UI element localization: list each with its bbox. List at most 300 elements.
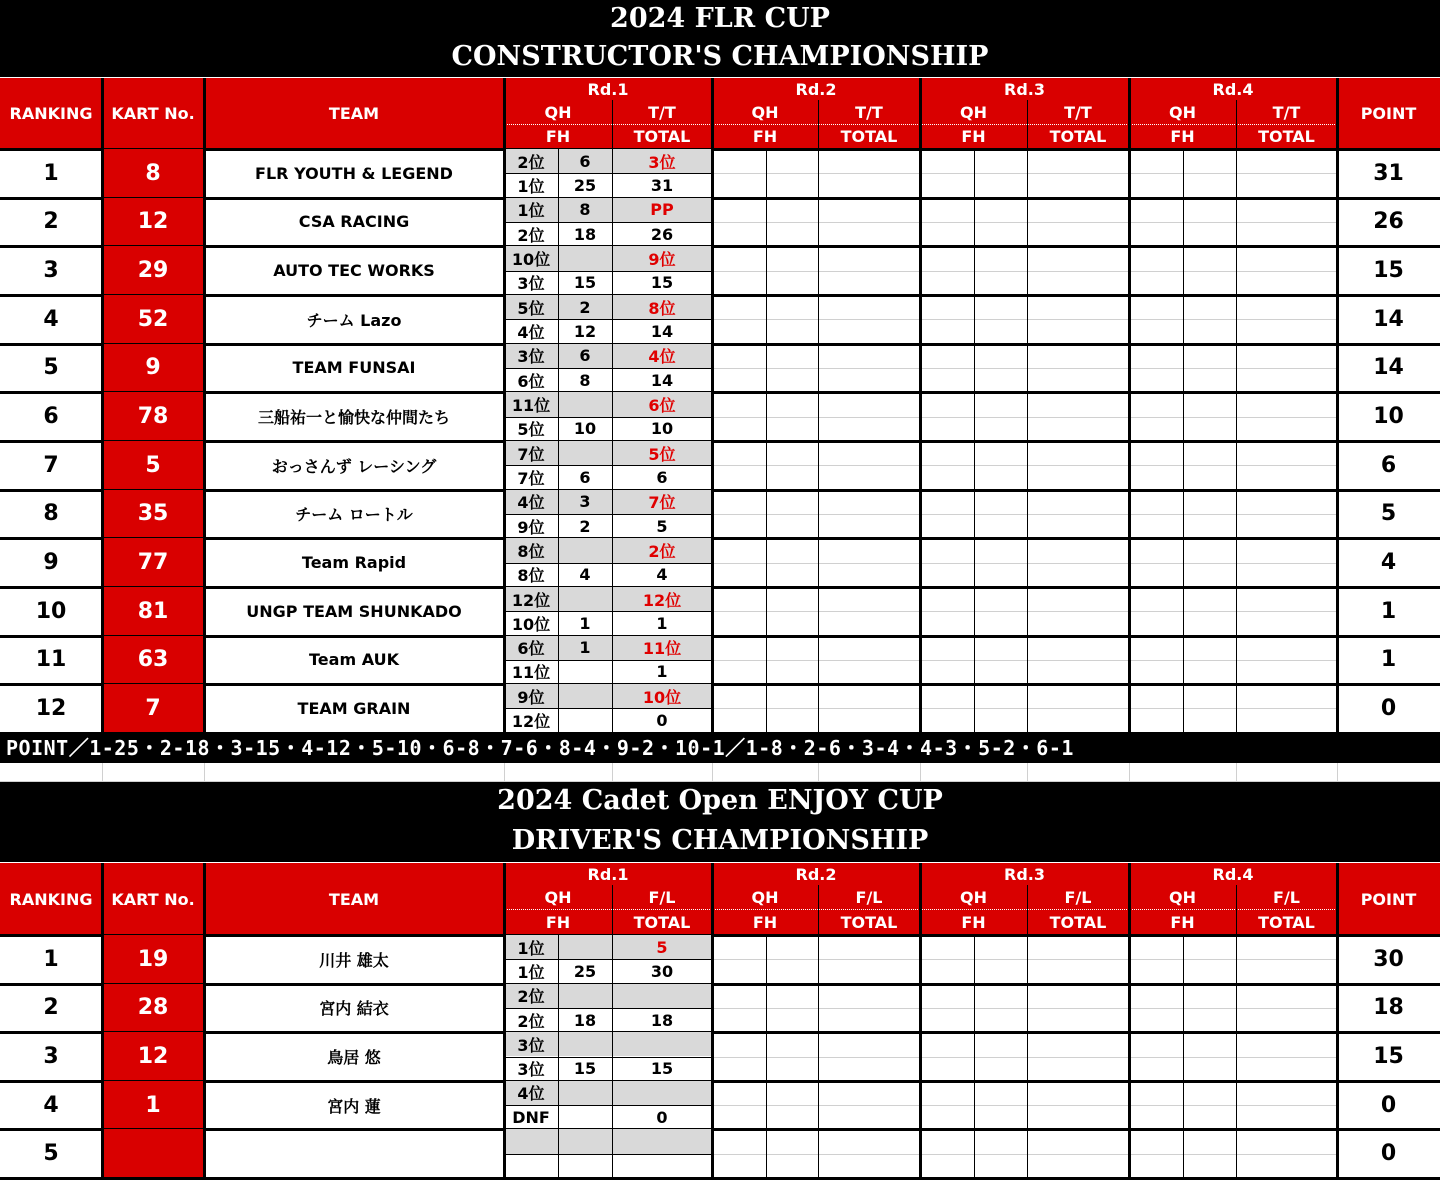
- spacer-grid-line: [920, 763, 921, 782]
- rd1-fh-position: 1位: [517, 962, 545, 982]
- rd1-fh-points: 15: [573, 273, 597, 293]
- spacer-grid-line: [504, 763, 505, 782]
- column-divider: [1128, 935, 1131, 1178]
- title-constructor-line1: 2024 FLR CUP: [0, 0, 1440, 38]
- spacer-grid-line: [1129, 763, 1130, 782]
- half-row-line: [504, 1154, 712, 1155]
- kart-number-cell: 9: [102, 344, 204, 393]
- header-point: POINT: [1337, 863, 1440, 935]
- half-row-line: [504, 563, 712, 564]
- rd1-fh-points: 2: [579, 516, 591, 536]
- column-divider: [101, 935, 104, 1178]
- half-row-line: [504, 959, 712, 960]
- rd1-fh-points: 8: [579, 370, 591, 390]
- header-tt: T/T: [1236, 100, 1337, 124]
- rd1-fh-points: [558, 708, 612, 732]
- column-divider: [974, 935, 975, 1178]
- header-round-3: Rd.3: [920, 78, 1129, 100]
- rd1-fh-points: [558, 1154, 612, 1178]
- header-team: TEAM: [204, 78, 504, 149]
- column-divider: [711, 149, 714, 733]
- header-divider: [919, 863, 922, 935]
- rd1-tt-value: [612, 1032, 712, 1056]
- rd1-tt-value: 10位: [612, 684, 712, 708]
- rd1-qh-position: 2位: [504, 984, 558, 1008]
- kart-number-cell: 77: [102, 538, 204, 587]
- header-qh: QH: [1129, 100, 1236, 124]
- header-fh: FH: [920, 909, 1027, 935]
- team-name-cell: 鳥居 悠: [327, 1047, 381, 1067]
- point-cell: 18: [1373, 995, 1404, 1021]
- header-dotted-divider: [712, 124, 920, 125]
- point-cell: 15: [1373, 258, 1404, 284]
- column-divider: [1336, 935, 1339, 1178]
- rd1-fh-points: 12: [573, 321, 597, 341]
- header-fl: F/L: [1027, 885, 1129, 909]
- rd1-total: 14: [650, 370, 674, 390]
- point-cell: 0: [1380, 695, 1397, 721]
- header-total: TOTAL: [612, 909, 712, 935]
- kart-number-cell: 28: [102, 984, 204, 1033]
- header-divider: [203, 863, 206, 935]
- header-fh: FH: [504, 909, 612, 935]
- rd1-qh-points: 2: [558, 295, 612, 319]
- rd1-fh-position: [504, 1154, 558, 1178]
- column-divider: [1027, 149, 1028, 733]
- rd1-fh-points: [558, 1105, 612, 1129]
- rd1-tt-value: 11位: [612, 636, 712, 660]
- column-divider: [203, 935, 206, 1178]
- half-row-line: [504, 368, 712, 369]
- column-divider: [1027, 935, 1028, 1178]
- rd1-qh-points: [558, 587, 612, 611]
- rd1-qh-position: 3位: [504, 344, 558, 368]
- kart-number-cell: 35: [102, 490, 204, 539]
- kart-number-cell: 12: [102, 198, 204, 247]
- rd1-fh-position: 8位: [517, 566, 545, 586]
- rd1-fh-points: 1: [579, 613, 591, 633]
- rd1-tt-value: 6位: [612, 392, 712, 416]
- header-tt: T/T: [1027, 100, 1129, 124]
- half-row-line: [504, 1105, 712, 1106]
- team-name-cell: TEAM FUNSAI: [292, 358, 416, 378]
- spacer-grid-line: [204, 763, 205, 782]
- rd1-fh-position: 3位: [517, 274, 545, 294]
- half-row-line: [504, 708, 712, 709]
- column-divider: [503, 935, 506, 1178]
- column-divider: [558, 149, 559, 733]
- rd1-fh-points: [558, 660, 612, 684]
- rd1-fh-position: 2位: [517, 1011, 545, 1031]
- spacer-grid-line: [1027, 763, 1028, 782]
- header-qh: QH: [712, 100, 818, 124]
- ranking-cell: 6: [43, 404, 59, 430]
- spacer-grid-line: [1236, 763, 1237, 782]
- title-driver-line1: 2024 Cadet Open ENJOY CUP: [0, 782, 1440, 822]
- rd1-total: 26: [650, 224, 674, 244]
- header-fl: F/L: [612, 885, 712, 909]
- kart-number-cell: 5: [102, 441, 204, 490]
- header-dotted-divider: [504, 124, 712, 125]
- header-total: TOTAL: [1236, 909, 1337, 935]
- point-cell: 0: [1380, 1092, 1397, 1118]
- column-divider: [503, 149, 506, 733]
- header-tt: T/T: [612, 100, 712, 124]
- header-round-2: Rd.2: [712, 863, 920, 885]
- rd1-tt-value: [612, 1129, 712, 1153]
- team-name-cell: Team AUK: [309, 650, 399, 670]
- rd1-total: 15: [650, 1059, 674, 1079]
- rd1-qh-points: [558, 1081, 612, 1105]
- kart-number-cell: 7: [102, 684, 204, 733]
- rd1-total: 15: [650, 273, 674, 293]
- half-row-line: [504, 1057, 712, 1058]
- rd1-qh-position: 1位: [504, 935, 558, 959]
- point-cell: 1: [1380, 598, 1397, 624]
- team-name-cell: 宮内 結衣: [319, 999, 389, 1019]
- header-dotted-divider: [1129, 909, 1337, 910]
- header-fl: F/L: [818, 885, 920, 909]
- rd1-qh-points: [558, 538, 612, 562]
- header-dotted-divider: [920, 124, 1129, 125]
- title-driver-line2: DRIVER'S CHAMPIONSHIP: [0, 822, 1440, 862]
- header-kart-no: KART No.: [102, 78, 204, 149]
- header-divider: [1027, 100, 1028, 149]
- header-fh: FH: [712, 909, 818, 935]
- header-qh: QH: [712, 885, 818, 909]
- header-dotted-divider: [504, 909, 712, 910]
- header-total: TOTAL: [818, 124, 920, 149]
- rd1-qh-points: 3: [558, 490, 612, 514]
- header-point: POINT: [1337, 78, 1440, 149]
- column-divider: [1336, 149, 1339, 733]
- point-cell: 1: [1380, 647, 1397, 673]
- header-round-3: Rd.3: [920, 863, 1129, 885]
- spacer-grid-line: [1337, 763, 1338, 782]
- header-round-4: Rd.4: [1129, 78, 1337, 100]
- point-cell: 14: [1373, 355, 1404, 381]
- rd1-total: 0: [656, 1107, 668, 1127]
- team-name-cell: 宮内 蓮: [327, 1096, 381, 1116]
- ranking-cell: 2: [43, 209, 59, 235]
- header-divider: [818, 100, 819, 149]
- header-tt: T/T: [818, 100, 920, 124]
- kart-number-cell: 78: [102, 392, 204, 441]
- point-cell: 4: [1380, 550, 1397, 575]
- kart-number-cell: 12: [102, 1032, 204, 1081]
- rd1-qh-points: 6: [558, 149, 612, 173]
- team-name-cell: TEAM GRAIN: [297, 698, 411, 718]
- header-total: TOTAL: [1027, 124, 1129, 149]
- rd1-qh-position: 3位: [504, 1032, 558, 1056]
- column-divider: [1236, 149, 1237, 733]
- kart-number-cell: 19: [102, 935, 204, 984]
- rd1-tt-value: 2位: [612, 538, 712, 562]
- header-total: TOTAL: [1027, 909, 1129, 935]
- rd1-total: 4: [656, 565, 668, 585]
- kart-number-cell: 52: [102, 295, 204, 344]
- header-divider: [1128, 78, 1131, 149]
- rd1-tt-value: 5: [612, 935, 712, 959]
- rd1-fh-position: 5位: [517, 420, 545, 440]
- rd1-total: 18: [650, 1010, 674, 1030]
- point-cell: 0: [1380, 1141, 1397, 1167]
- rd1-fh-points: 15: [573, 1059, 597, 1079]
- ranking-cell: 2: [43, 995, 59, 1021]
- header-divider: [612, 100, 613, 149]
- ranking-cell: 5: [43, 355, 59, 381]
- rd1-fh-position: 12位: [511, 712, 551, 732]
- rd1-total: 31: [650, 175, 674, 195]
- kart-number-cell: 8: [102, 149, 204, 198]
- header-divider: [101, 863, 104, 935]
- rd1-tt-value: [612, 1081, 712, 1105]
- point-cell: 26: [1373, 209, 1404, 235]
- rd1-qh-position: [504, 1129, 558, 1153]
- ranking-cell: 4: [43, 306, 59, 332]
- header-divider: [711, 78, 714, 149]
- rd1-fh-position: 9位: [517, 517, 545, 537]
- column-divider: [558, 935, 559, 1178]
- column-divider: [766, 149, 767, 733]
- header-total: TOTAL: [1236, 124, 1337, 149]
- rd1-qh-position: 11位: [504, 392, 558, 416]
- rd1-total: 5: [656, 516, 668, 536]
- team-name-cell: AUTO TEC WORKS: [273, 261, 435, 281]
- rd1-tt-value: 4位: [612, 344, 712, 368]
- point-cell: 31: [1373, 160, 1404, 186]
- ranking-cell: 3: [43, 258, 59, 284]
- ranking-cell: 1: [43, 160, 59, 186]
- header-kart-no: KART No.: [102, 863, 204, 935]
- header-dotted-divider: [712, 909, 920, 910]
- header-divider: [818, 885, 819, 935]
- rd1-fh-points: 6: [579, 467, 591, 487]
- rd1-tt-value: [612, 984, 712, 1008]
- column-divider: [612, 149, 613, 733]
- header-divider: [203, 78, 206, 149]
- team-name-cell: おっさんず レーシング: [271, 456, 437, 476]
- half-row-line: [504, 465, 712, 466]
- team-name-cell: Team Rapid: [301, 553, 407, 572]
- column-divider: [1183, 935, 1184, 1178]
- ranking-cell: 7: [43, 452, 59, 478]
- header-round-2: Rd.2: [712, 78, 920, 100]
- team-name-cell: チーム ロートル: [295, 505, 413, 525]
- rd1-qh-position: 2位: [504, 149, 558, 173]
- column-divider: [919, 149, 922, 733]
- rd1-tt-value: 9位: [612, 246, 712, 270]
- rd1-fh-position: DNF: [512, 1107, 550, 1127]
- rd1-qh-position: 12位: [504, 587, 558, 611]
- ranking-cell: 11: [35, 647, 67, 673]
- header-qh: QH: [1129, 885, 1236, 909]
- half-row-line: [504, 319, 712, 320]
- title-constructor-line2: CONSTRUCTOR'S CHAMPIONSHIP: [0, 38, 1440, 77]
- rd1-qh-position: 6位: [504, 636, 558, 660]
- header-divider: [1027, 885, 1028, 935]
- header-divider: [101, 78, 104, 149]
- point-cell: 15: [1373, 1043, 1404, 1069]
- rd1-qh-position: 4位: [504, 490, 558, 514]
- half-row-line: [504, 173, 712, 174]
- half-row-line: [504, 417, 712, 418]
- rd1-qh-position: 4位: [504, 1081, 558, 1105]
- kart-number-cell: 29: [102, 246, 204, 295]
- half-row-line: [504, 271, 712, 272]
- header-fh: FH: [920, 124, 1027, 149]
- column-divider: [1236, 935, 1237, 1178]
- spacer-grid-line: [818, 763, 819, 782]
- rd1-qh-position: 5位: [504, 295, 558, 319]
- rd1-total: 10: [650, 419, 674, 439]
- rd1-tt-value: 5位: [612, 441, 712, 465]
- ranking-cell: 3: [43, 1043, 59, 1069]
- header-divider: [612, 885, 613, 935]
- header-divider: [503, 863, 506, 935]
- rd1-fh-points: 25: [573, 175, 597, 195]
- header-total: TOTAL: [818, 909, 920, 935]
- rd1-total: [612, 1154, 712, 1178]
- rd1-tt-value: 3位: [612, 149, 712, 173]
- ranking-cell: 12: [35, 695, 67, 721]
- rd1-fh-position: 1位: [517, 176, 545, 196]
- rd1-fh-position: 3位: [517, 1060, 545, 1080]
- column-divider: [1128, 149, 1131, 733]
- rd1-fh-position: 11位: [511, 663, 551, 683]
- header-round-1: Rd.1: [504, 863, 712, 885]
- rd1-qh-position: 7位: [504, 441, 558, 465]
- rd1-tt-value: 7位: [612, 490, 712, 514]
- ranking-cell: 9: [43, 550, 59, 575]
- rd1-fh-position: 2位: [517, 225, 545, 245]
- rd1-fh-points: 10: [573, 419, 597, 439]
- rd1-total: 30: [650, 961, 674, 981]
- ranking-cell: 10: [35, 598, 67, 624]
- column-divider: [101, 149, 104, 733]
- header-total: TOTAL: [612, 124, 712, 149]
- point-cell: 6: [1380, 452, 1397, 478]
- header-qh: QH: [920, 885, 1027, 909]
- header-divider: [1128, 863, 1131, 935]
- rd1-fh-points: 18: [573, 224, 597, 244]
- half-row-line: [504, 1008, 712, 1009]
- header-divider: [1236, 100, 1237, 149]
- rd1-tt-value: 12位: [612, 587, 712, 611]
- half-row-line: [504, 611, 712, 612]
- rd1-fh-position: 7位: [517, 468, 545, 488]
- team-name-cell: FLR YOUTH & LEGEND: [255, 163, 453, 183]
- rd1-fh-position: 4位: [517, 322, 545, 342]
- header-ranking: RANKING: [0, 78, 102, 149]
- half-row-line: [504, 514, 712, 515]
- header-qh: QH: [920, 100, 1027, 124]
- rd1-qh-points: [558, 1032, 612, 1056]
- ranking-cell: 4: [43, 1092, 59, 1118]
- ranking-cell: 1: [43, 946, 59, 972]
- rd1-qh-points: [558, 935, 612, 959]
- kart-number-cell: [102, 1129, 204, 1178]
- column-divider: [818, 149, 819, 733]
- header-fh: FH: [1129, 909, 1236, 935]
- header-fh: FH: [712, 124, 818, 149]
- header-fh: FH: [1129, 124, 1236, 149]
- rd1-total: 14: [650, 321, 674, 341]
- spacer-grid-line: [612, 763, 613, 782]
- header-fl: F/L: [1236, 885, 1337, 909]
- header-dotted-divider: [1129, 124, 1337, 125]
- rd1-qh-points: 1: [558, 636, 612, 660]
- rd1-qh-points: 6: [558, 344, 612, 368]
- kart-number-cell: 81: [102, 587, 204, 636]
- point-cell: 14: [1373, 306, 1404, 332]
- column-divider: [974, 149, 975, 733]
- team-name-cell: 三船祐一と愉快な仲間たち: [257, 408, 450, 428]
- ranking-cell: 8: [43, 501, 59, 527]
- column-divider: [919, 935, 922, 1178]
- rd1-total: 1: [656, 662, 668, 682]
- header-fh: FH: [504, 124, 612, 149]
- column-divider: [203, 149, 206, 733]
- header-team: TEAM: [204, 863, 504, 935]
- rd1-total: 1: [656, 613, 668, 633]
- half-row-line: [504, 222, 712, 223]
- spacer-grid-line: [712, 763, 713, 782]
- header-qh: QH: [504, 885, 612, 909]
- spacer-grid-line: [102, 763, 103, 782]
- half-row-line: [504, 660, 712, 661]
- rd1-qh-points: [558, 441, 612, 465]
- header-qh: QH: [504, 100, 612, 124]
- rd1-qh-position: 8位: [504, 538, 558, 562]
- column-divider: [766, 935, 767, 1178]
- rd1-tt-value: 8位: [612, 295, 712, 319]
- header-divider: [1336, 78, 1339, 149]
- rd1-fh-points: 4: [579, 565, 591, 585]
- rd1-qh-points: [558, 246, 612, 270]
- header-divider: [919, 78, 922, 149]
- point-rule-bar: POINT／1-25・2-18・3-15・4-12・5-10・6-8・7-6・8-4・9-2・10-1／1-8・2-6・3-4・4-3・5-2・6-1: [0, 733, 1440, 763]
- kart-number-cell: 63: [102, 636, 204, 685]
- rd1-qh-position: 1位: [504, 198, 558, 222]
- point-cell: 5: [1380, 501, 1397, 527]
- header-ranking: RANKING: [0, 863, 102, 935]
- rd1-fh-position: 10位: [511, 614, 551, 634]
- kart-number-cell: 1: [102, 1081, 204, 1130]
- header-divider: [1236, 885, 1237, 935]
- header-dotted-divider: [920, 909, 1129, 910]
- point-cell: 30: [1373, 946, 1404, 972]
- rd1-fh-position: 6位: [517, 371, 545, 391]
- rd1-fh-points: 25: [573, 961, 597, 981]
- header-divider: [711, 863, 714, 935]
- rd1-fh-points: 18: [573, 1010, 597, 1030]
- header-round-4: Rd.4: [1129, 863, 1337, 885]
- column-divider: [612, 935, 613, 1178]
- header-divider: [503, 78, 506, 149]
- rd1-total: 0: [656, 711, 668, 731]
- team-name-cell: [204, 1129, 504, 1178]
- point-cell: 10: [1373, 404, 1404, 430]
- rd1-qh-position: 10位: [504, 246, 558, 270]
- rd1-qh-points: 8: [558, 198, 612, 222]
- rd1-qh-position: 9位: [504, 684, 558, 708]
- rd1-qh-points: [558, 1129, 612, 1153]
- column-divider: [711, 935, 714, 1178]
- rd1-qh-points: [558, 392, 612, 416]
- team-name-cell: UNGP TEAM SHUNKADO: [246, 601, 462, 621]
- column-divider: [818, 935, 819, 1178]
